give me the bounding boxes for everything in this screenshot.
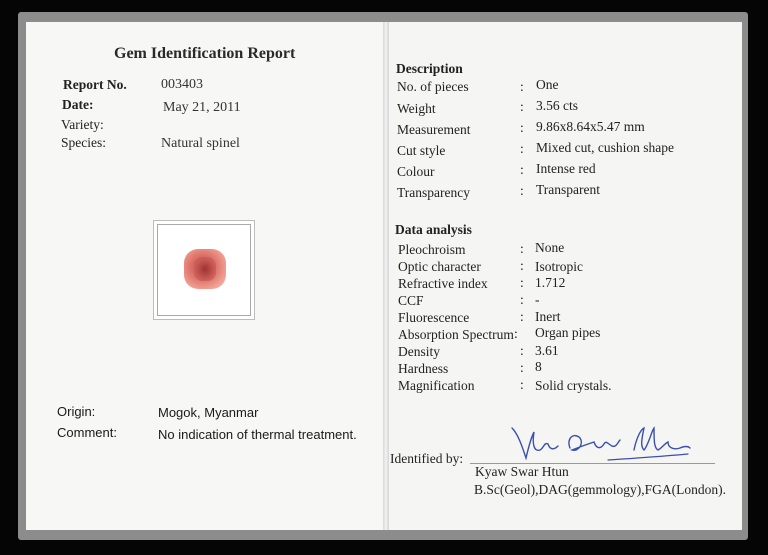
report-no-value: 003403	[161, 77, 203, 92]
data-colon: :	[520, 275, 524, 290]
data-label: Magnification	[398, 378, 475, 393]
desc-colon: :	[520, 183, 524, 198]
report-title: Gem Identification Report	[114, 45, 296, 62]
data-value: 1.712	[535, 275, 566, 290]
data-analysis-heading: Data analysis	[395, 222, 472, 237]
desc-label: Cut style	[397, 143, 446, 158]
desc-value: 3.56 cts	[536, 98, 578, 113]
data-value: -	[535, 292, 540, 307]
data-colon: :	[520, 343, 524, 358]
data-label: Hardness	[398, 361, 449, 376]
data-label: Refractive index	[398, 276, 488, 291]
identified-by-label: Identified by:	[390, 451, 464, 466]
desc-label: Transparency	[397, 185, 470, 200]
identifier-name: Kyaw Swar Htun	[475, 464, 569, 479]
variety-label: Variety:	[61, 117, 104, 132]
desc-colon: :	[520, 120, 524, 135]
desc-label: Colour	[397, 164, 435, 179]
data-value: Isotropic	[535, 259, 583, 274]
gem-facet-core	[194, 257, 216, 281]
desc-label: No. of pieces	[397, 79, 469, 94]
desc-value: Mixed cut, cushion shape	[536, 140, 674, 155]
species-value: Natural spinel	[161, 136, 240, 151]
date-value: May 21, 2011	[163, 100, 241, 115]
desc-colon: :	[520, 99, 524, 114]
desc-value: One	[536, 77, 559, 92]
data-colon: :	[520, 360, 524, 375]
data-colon: :	[514, 326, 518, 341]
desc-value: Intense red	[536, 161, 596, 176]
data-value: 8	[535, 359, 542, 374]
data-value: Inert	[535, 309, 561, 324]
data-colon: :	[520, 292, 524, 307]
data-colon: :	[520, 377, 524, 392]
data-colon: :	[520, 241, 524, 256]
data-value: Organ pipes	[535, 325, 601, 340]
comment-value: No indication of thermal treatment.	[158, 427, 357, 442]
data-label: Fluorescence	[398, 310, 470, 325]
comment-label: Comment:	[57, 425, 117, 440]
species-label: Species:	[61, 135, 106, 150]
data-colon: :	[520, 258, 524, 273]
data-label: Optic character	[398, 259, 481, 274]
desc-label: Measurement	[397, 122, 471, 137]
data-label: Density	[398, 344, 440, 359]
data-label: CCF	[398, 293, 424, 308]
desc-colon: :	[520, 79, 524, 94]
origin-value: Mogok, Myanmar	[158, 405, 259, 420]
data-value: Solid crystals.	[535, 378, 612, 393]
data-colon: :	[520, 309, 524, 324]
data-label: Pleochroism	[398, 242, 466, 257]
gem-photo	[157, 224, 251, 316]
date-label: Date:	[62, 97, 94, 112]
folder-spine	[383, 22, 389, 530]
desc-value: Transparent	[536, 182, 600, 197]
report-no-label: Report No.	[63, 77, 127, 92]
description-heading: Description	[396, 61, 463, 76]
desc-colon: :	[520, 162, 524, 177]
desc-value: 9.86x8.64x5.47 mm	[536, 119, 645, 134]
data-value: 3.61	[535, 343, 559, 358]
origin-label: Origin:	[57, 404, 96, 419]
data-value: None	[535, 240, 565, 255]
spinel-gem-image	[184, 249, 226, 289]
desc-colon: :	[520, 141, 524, 156]
desc-label: Weight	[397, 101, 436, 116]
data-label: Absorption Spectrum	[398, 327, 514, 342]
identifier-credentials: B.Sc(Geol),DAG(gemmology),FGA(London).	[474, 482, 726, 497]
